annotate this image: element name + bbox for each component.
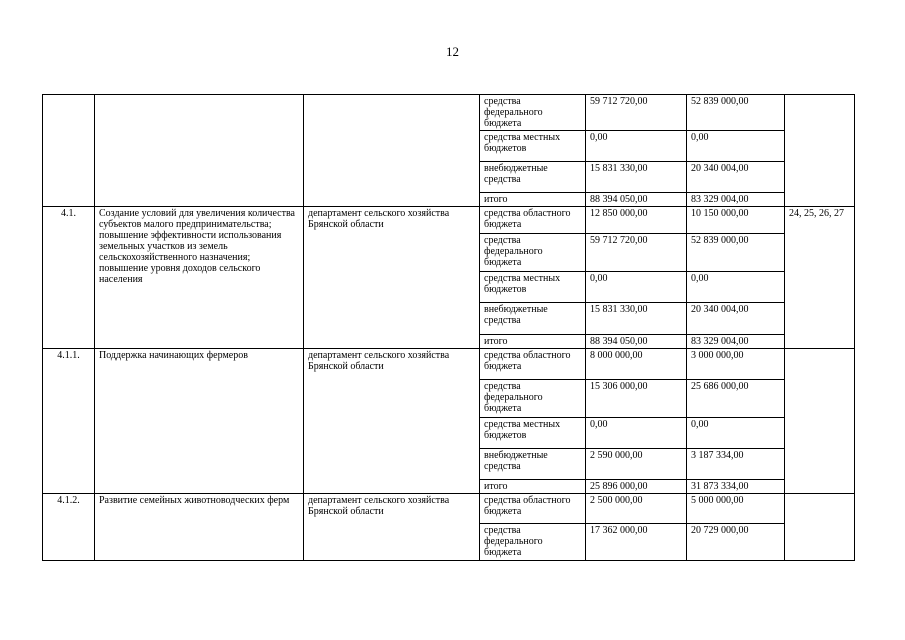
amount-year-2: 3 000 000,00 [687, 349, 785, 380]
funding-source: средства федерального бюджета [480, 95, 586, 131]
funding-source: итого [480, 480, 586, 494]
target-indicators [785, 349, 855, 494]
item-name: Поддержка начинающих фермеров [95, 349, 304, 494]
amount-year-1: 59 712 720,00 [586, 95, 687, 131]
table-row [43, 349, 855, 380]
amount-year-1: 17 362 000,00 [586, 524, 687, 561]
table-row [43, 207, 855, 234]
amount-year-1: 88 394 050,00 [586, 193, 687, 207]
amount-year-2: 10 150 000,00 [687, 207, 785, 234]
amount-year-2: 0,00 [687, 418, 785, 449]
amount-year-1: 59 712 720,00 [586, 234, 687, 272]
amount-year-2: 25 686 000,00 [687, 380, 785, 418]
amount-year-1: 0,00 [586, 131, 687, 162]
item-number: 4.1.2. [43, 494, 95, 561]
amount-year-2: 3 187 334,00 [687, 449, 785, 480]
amount-year-1: 12 850 000,00 [586, 207, 687, 234]
item-name: Создание условий для увеличения количества субъектов малого предпринимательства; повышение эффективности использования земельных участков из земель сельскохозяйственного назначения; повышение уровня доходов сельского населения [95, 207, 304, 349]
amount-year-2: 0,00 [687, 272, 785, 303]
item-name [95, 95, 304, 207]
funding-source: средства местных бюджетов [480, 131, 586, 162]
funding-source: средства местных бюджетов [480, 418, 586, 449]
item-number: 4.1.1. [43, 349, 95, 494]
item-name: Развитие семейных животноводческих ферм [95, 494, 304, 561]
amount-year-2: 52 839 000,00 [687, 234, 785, 272]
funding-source: средства областного бюджета [480, 207, 586, 234]
amount-year-1: 25 896 000,00 [586, 480, 687, 494]
table-row [43, 494, 855, 524]
funding-source: итого [480, 335, 586, 349]
funding-source: средства федерального бюджета [480, 380, 586, 418]
amount-year-1: 15 831 330,00 [586, 162, 687, 193]
item-number [43, 95, 95, 207]
funding-source: внебюджетные средства [480, 162, 586, 193]
amount-year-1: 88 394 050,00 [586, 335, 687, 349]
funding-source: внебюджетные средства [480, 303, 586, 335]
amount-year-1: 15 306 000,00 [586, 380, 687, 418]
amount-year-2: 52 839 000,00 [687, 95, 785, 131]
amount-year-2: 20 729 000,00 [687, 524, 785, 561]
amount-year-1: 8 000 000,00 [586, 349, 687, 380]
target-indicators [785, 494, 855, 561]
funding-source: внебюджетные средства [480, 449, 586, 480]
amount-year-2: 20 340 004,00 [687, 162, 785, 193]
amount-year-2: 31 873 334,00 [687, 480, 785, 494]
item-executor: департамент сельского хозяйства Брянской области [304, 207, 480, 349]
page-number: 12 [446, 44, 459, 59]
amount-year-2: 20 340 004,00 [687, 303, 785, 335]
amount-year-2: 5 000 000,00 [687, 494, 785, 524]
amount-year-2: 83 329 004,00 [687, 335, 785, 349]
budget-table [42, 94, 855, 561]
amount-year-1: 2 590 000,00 [586, 449, 687, 480]
item-executor [304, 95, 480, 207]
funding-source: средства областного бюджета [480, 349, 586, 380]
amount-year-1: 0,00 [586, 418, 687, 449]
target-indicators: 24, 25, 26, 27 [785, 207, 855, 349]
funding-source: средства федерального бюджета [480, 524, 586, 561]
item-executor: департамент сельского хозяйства Брянской области [304, 494, 480, 561]
amount-year-2: 0,00 [687, 131, 785, 162]
funding-source: средства областного бюджета [480, 494, 586, 524]
funding-source: средства местных бюджетов [480, 272, 586, 303]
table-row [43, 95, 855, 131]
funding-source: итого [480, 193, 586, 207]
amount-year-1: 0,00 [586, 272, 687, 303]
item-number: 4.1. [43, 207, 95, 349]
item-executor: департамент сельского хозяйства Брянской области [304, 349, 480, 494]
funding-source: средства федерального бюджета [480, 234, 586, 272]
amount-year-1: 15 831 330,00 [586, 303, 687, 335]
amount-year-1: 2 500 000,00 [586, 494, 687, 524]
target-indicators [785, 95, 855, 207]
budget-table-body [43, 95, 855, 561]
amount-year-2: 83 329 004,00 [687, 193, 785, 207]
